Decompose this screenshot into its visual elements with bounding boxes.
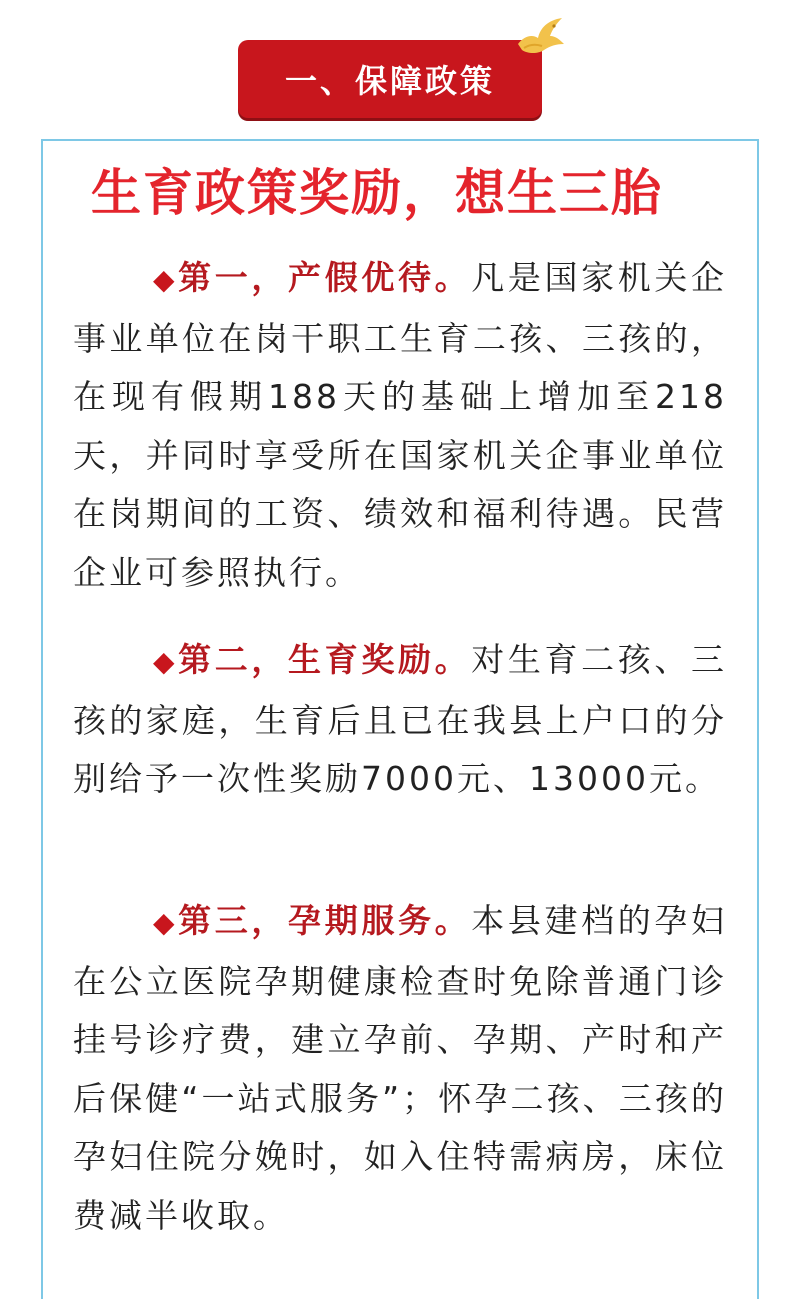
paragraph-lead: 第二，生育奖励。 — [178, 640, 472, 679]
diamond-bullet-icon: ◆ — [153, 645, 179, 678]
content-panel — [41, 139, 759, 1299]
policy-paragraph-maternity-leave — [73, 249, 727, 603]
paragraph-body: 凡是国家机关企事业单位在岗干职工生育二孩、三孩的，在现有假期188天的基础上增加至218天，并同时享受所在国家机关企事业单位在岗期间的工资、绩效和福利待遇。民营企业可参照执行。 — [73, 258, 728, 592]
paragraph-lead: 第三，孕期服务。 — [178, 901, 472, 940]
diamond-bullet-icon: ◆ — [153, 906, 179, 939]
paragraph-body: 本县建档的孕妇在公立医院孕期健康检查时免除普通门诊挂号诊疗费，建立孕前、孕期、产时和产后保健“一站式服务”；怀孕二孩、三孩的孕妇住院分娩时，如入住特需病房，床位费减半收取。 — [73, 901, 728, 1235]
paragraph-lead: 第一，产假优待。 — [178, 258, 472, 297]
policy-subtitle: 生育政策奖励，想生三胎 — [91, 164, 663, 222]
section-header-title: 一、保障政策 — [284, 62, 495, 100]
paragraph-body: 对生育二孩、三孩的家庭，生育后且已在我县上户口的分别给予一次性奖励7000元、13000元。 — [73, 640, 728, 799]
policy-paragraph-pregnancy-service — [73, 892, 727, 1246]
dove-icon — [514, 14, 566, 58]
section-header-badge — [238, 40, 542, 118]
policy-paragraph-birth-reward — [73, 631, 727, 809]
diamond-bullet-icon: ◆ — [153, 263, 179, 296]
